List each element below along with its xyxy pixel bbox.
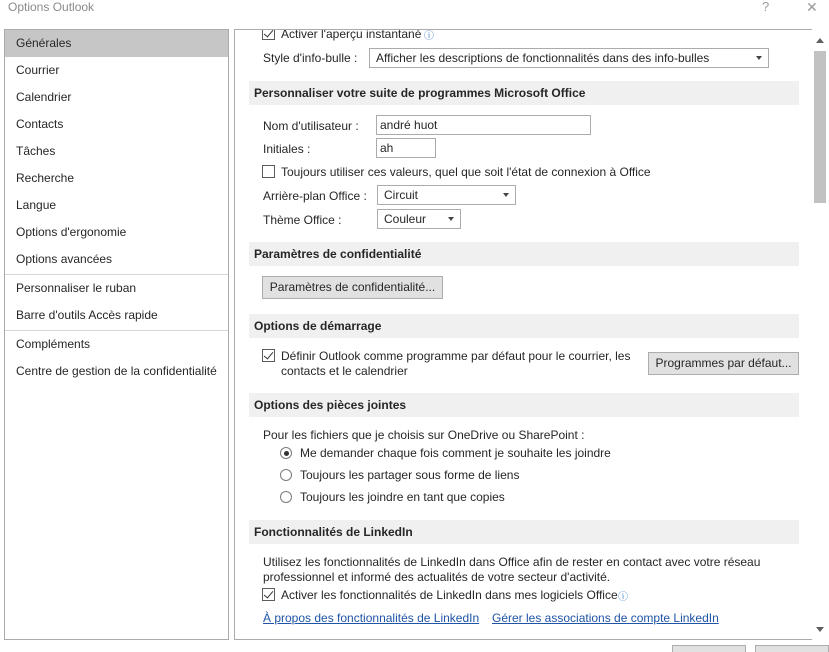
- live-preview-checkbox[interactable]: [262, 29, 275, 40]
- linkedin-description-line1: Utilisez les fonctionnalités de LinkedIn dans Office afin de rester en contact avec votre réseau: [263, 555, 761, 569]
- sidebar-item-complements[interactable]: Compléments: [16, 337, 91, 351]
- scroll-down-arrow-icon[interactable]: [816, 627, 824, 632]
- linkedin-about-link[interactable]: À propos des fonctionnalités de LinkedIn: [263, 611, 480, 625]
- sidebar-item-ergonomie[interactable]: Options d'ergonomie: [16, 225, 127, 239]
- live-preview-label: Activer l'aperçu instantané: [281, 29, 422, 41]
- default-programs-button[interactable]: Programmes par défaut...: [648, 352, 799, 375]
- attachment-radio-links[interactable]: [280, 469, 292, 481]
- sidebar-item-acces-rapide[interactable]: Barre d'outils Accès rapide: [16, 308, 158, 322]
- initials-label: Initiales :: [263, 142, 311, 156]
- close-icon[interactable]: ✕: [806, 0, 818, 15]
- content-scrollbar[interactable]: [812, 29, 829, 640]
- sidebar-item-confidentialite[interactable]: Centre de gestion de la confidentialité: [16, 364, 217, 378]
- username-label: Nom d'utilisateur :: [263, 119, 359, 133]
- sidebar-item-avancees[interactable]: Options avancées: [16, 252, 113, 266]
- section-header-startup: Options de démarrage: [249, 314, 799, 338]
- dropdown-arrow-icon: [503, 193, 509, 197]
- section-header-privacy: Paramètres de confidentialité: [249, 242, 799, 266]
- default-program-label-line1: Définir Outlook comme programme par défaut pour le courrier, les: [281, 349, 631, 363]
- section-header-personalize: Personnaliser votre suite de programmes Microsoft Office: [249, 81, 799, 105]
- username-input[interactable]: andré huot: [376, 115, 591, 135]
- sidebar-item-taches[interactable]: Tâches: [16, 144, 56, 158]
- always-use-values-checkbox[interactable]: [262, 165, 275, 178]
- sidebar-item-recherche[interactable]: Recherche: [16, 171, 75, 185]
- attachment-option-links-label: Toujours les partager sous forme de liens: [300, 468, 520, 482]
- sidebar-item-ruban[interactable]: Personnaliser le ruban: [16, 281, 137, 295]
- section-header-linkedin: Fonctionnalités de LinkedIn: [249, 520, 799, 544]
- help-icon[interactable]: ?: [762, 0, 770, 14]
- ok-button[interactable]: [672, 645, 746, 652]
- tooltip-style-dropdown[interactable]: [369, 48, 769, 68]
- info-icon: ⓘ: [618, 592, 628, 603]
- tooltip-style-label: Style d'info-bulle :: [263, 51, 358, 65]
- section-header-attachments: Options des pièces jointes: [249, 393, 799, 417]
- title-bar: [0, 0, 829, 16]
- linkedin-manage-accounts-link[interactable]: Gérer les associations de compte LinkedIn: [492, 611, 719, 625]
- dropdown-arrow-icon: [756, 56, 762, 60]
- sidebar-item-calendrier[interactable]: Calendrier: [16, 90, 72, 104]
- dropdown-arrow-icon: [448, 217, 454, 221]
- info-icon: ⓘ: [424, 31, 434, 42]
- office-background-dropdown[interactable]: [377, 185, 516, 205]
- window-title: Options Outlook: [8, 0, 95, 14]
- attachments-intro-text: Pour les fichiers que je choisis sur OneDrive ou SharePoint :: [263, 428, 585, 442]
- scrollbar-thumb[interactable]: [814, 51, 826, 203]
- sidebar-item-contacts[interactable]: Contacts: [16, 117, 64, 131]
- linkedin-description-line2: professionnel et informé des actualités de votre secteur d'activité.: [263, 570, 611, 584]
- always-use-values-label: Toujours utiliser ces valeurs, quel que soit l'état de connexion à Office: [281, 165, 651, 179]
- office-background-value: Circuit: [384, 188, 419, 202]
- office-theme-dropdown[interactable]: [377, 209, 461, 229]
- attachment-radio-ask[interactable]: [280, 447, 292, 459]
- default-program-label-line2: contacts et le calendrier: [281, 364, 408, 378]
- attachment-option-copies-label: Toujours les joindre en tant que copies: [300, 490, 505, 504]
- default-program-checkbox[interactable]: [262, 349, 275, 362]
- sidebar-item-langue[interactable]: Langue: [16, 198, 57, 212]
- linkedin-enable-label: Activer les fonctionnalités de LinkedIn dans mes logiciels Office: [281, 588, 618, 602]
- linkedin-enable-checkbox[interactable]: [262, 588, 275, 601]
- attachment-option-ask-label: Me demander chaque fois comment je souhaite les joindre: [300, 446, 611, 460]
- office-theme-label: Thème Office :: [263, 213, 342, 227]
- privacy-settings-button[interactable]: Paramètres de confidentialité...: [262, 276, 443, 299]
- office-background-label: Arrière-plan Office :: [263, 189, 367, 203]
- scroll-up-arrow-icon[interactable]: [816, 38, 824, 43]
- initials-input[interactable]: ah: [376, 138, 436, 158]
- options-content-panel: [234, 29, 829, 640]
- attachment-radio-copies[interactable]: [280, 491, 292, 503]
- office-theme-value: Couleur: [384, 212, 427, 226]
- sidebar-item-courrier[interactable]: Courrier: [16, 63, 60, 77]
- sidebar-item-generales[interactable]: Générales: [5, 30, 228, 57]
- options-sidebar: [4, 29, 229, 640]
- tooltip-style-value: Afficher les descriptions de fonctionnalités dans des info-bulles: [376, 51, 710, 65]
- cancel-button[interactable]: [755, 645, 829, 652]
